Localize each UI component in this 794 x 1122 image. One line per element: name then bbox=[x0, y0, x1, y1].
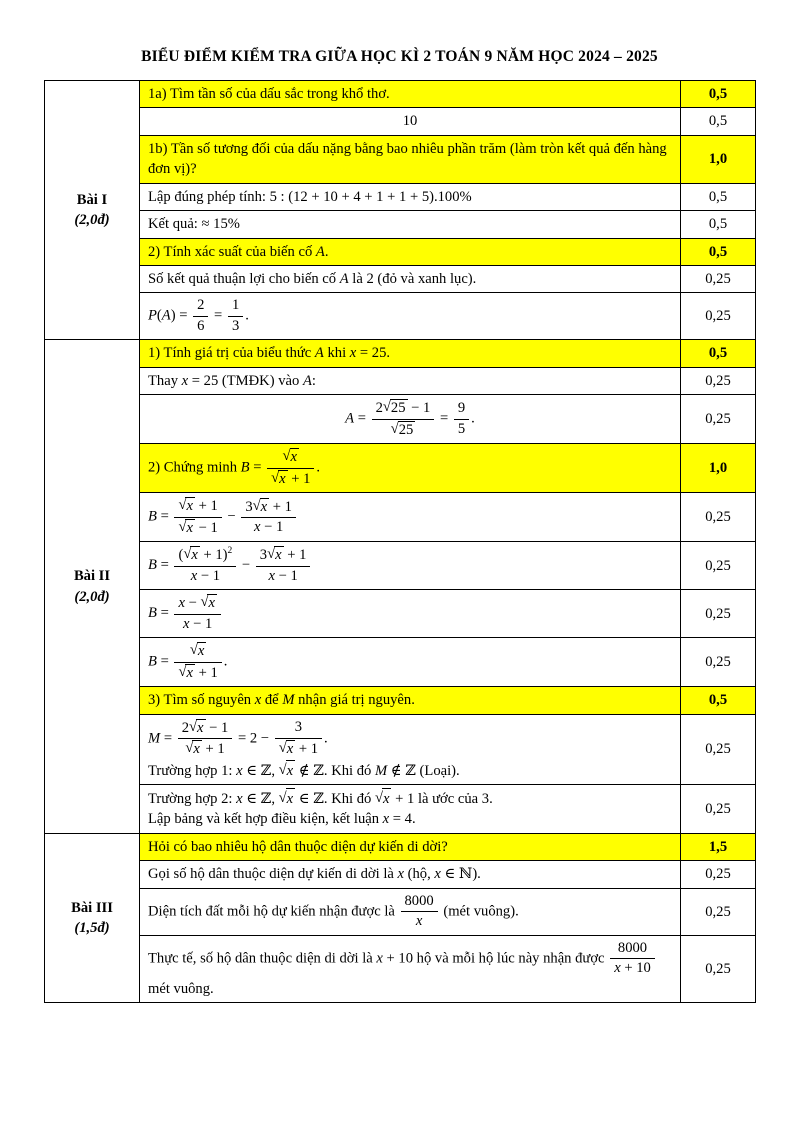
table-row bbox=[45, 542, 756, 590]
content-line: Lập bảng và kết hợp điều kiện, kết luận x = 4. bbox=[148, 811, 416, 828]
content-line: Thực tế, số hộ dân thuộc diện di dời là x + 10 hộ và mỗi hộ lúc này nhận được $\frac{8000}{x + 10}$ mét vuông. bbox=[148, 939, 672, 999]
content-line: 1) Tính giá trị của biểu thức A khi x = 25. bbox=[148, 345, 391, 362]
math-variable: x bbox=[383, 791, 390, 808]
table-row bbox=[45, 888, 756, 935]
points-cell: 0,25 bbox=[681, 395, 756, 444]
content-cell bbox=[140, 714, 681, 784]
math-variable: A bbox=[314, 345, 324, 362]
math-variable: A bbox=[302, 372, 312, 389]
content-cell bbox=[140, 542, 681, 590]
fraction: $\frac{3}{√x + 1}$ bbox=[275, 719, 322, 758]
square-root: √x bbox=[282, 448, 297, 466]
square-root: √x bbox=[375, 788, 392, 809]
points-cell: 0,5 bbox=[681, 238, 756, 265]
math-variable: x bbox=[181, 372, 189, 389]
content-cell bbox=[140, 590, 681, 638]
fraction: $\frac{9}{5}$ bbox=[454, 400, 469, 438]
points-cell: 0,25 bbox=[681, 265, 756, 292]
content-cell bbox=[140, 265, 681, 292]
content-cell bbox=[140, 861, 681, 888]
math-variable: x bbox=[614, 960, 621, 977]
content-line: A = $\frac{2√25 - 1}{√25}$ = $\frac{9}{5}$ . bbox=[345, 399, 475, 438]
content-cell bbox=[140, 687, 681, 714]
math-variable: A bbox=[315, 243, 325, 260]
square-root: √x bbox=[252, 497, 268, 515]
points-cell: 0,5 bbox=[681, 81, 756, 108]
math-variable: M bbox=[282, 692, 295, 709]
math-variable: x bbox=[190, 567, 198, 584]
math-variable: x bbox=[208, 595, 215, 612]
points-cell: 0,25 bbox=[681, 367, 756, 394]
points-cell: 0,5 bbox=[681, 211, 756, 238]
math-variable: x bbox=[286, 791, 294, 808]
content-line: Gọi số hộ dân thuộc diện dự kiến di dời là x (hộ, x ∈ ℕ). bbox=[148, 866, 481, 883]
table-row bbox=[45, 590, 756, 638]
content-line: Thay x = 25 (TMĐK) vào A: bbox=[148, 372, 316, 389]
table-row bbox=[45, 265, 756, 292]
content-line: P(A) = $\frac{2}{6}$ = $\frac{1}{3}$ . bbox=[148, 297, 249, 334]
square-root: √x bbox=[271, 469, 286, 487]
points-cell: 0,25 bbox=[681, 293, 756, 340]
points-cell: 0,25 bbox=[681, 714, 756, 784]
content-cell bbox=[140, 395, 681, 444]
table-row bbox=[45, 861, 756, 888]
math-variable: x bbox=[376, 950, 383, 967]
table-row bbox=[45, 183, 756, 210]
square-root: √x bbox=[183, 546, 198, 564]
table-row bbox=[45, 493, 756, 542]
points-cell: 0,5 bbox=[681, 340, 756, 367]
math-variable: x bbox=[193, 741, 200, 758]
table-row bbox=[45, 714, 756, 784]
square-root: √x bbox=[200, 594, 215, 612]
section-name: Bài I bbox=[76, 191, 108, 208]
content-cell bbox=[140, 183, 681, 210]
content-line: 1a) Tìm tần số của dấu sắc trong khổ thơ. bbox=[148, 86, 390, 102]
superscript: 2 bbox=[227, 546, 233, 557]
fraction: $\frac{3√x + 1}{x - 1}$ bbox=[241, 498, 296, 537]
square-root: √x bbox=[267, 546, 282, 564]
content-cell bbox=[140, 935, 681, 1002]
fraction: $\frac{8000}{x}$ bbox=[401, 893, 438, 931]
fraction: $\frac{8000}{x + 10}$ bbox=[610, 940, 655, 978]
section-label bbox=[45, 81, 140, 340]
content-line: B = $\frac{(√x + 1)^2}{x - 1}$ − $\frac{3√x + 1}{x - 1}$ bbox=[148, 545, 672, 586]
math-variable: x bbox=[186, 664, 193, 681]
table-row bbox=[45, 935, 756, 1002]
content-line: Diện tích đất mỗi hộ dự kiến nhận được là $\frac{8000}{x}$ (mét vuông). bbox=[148, 892, 519, 930]
table-row bbox=[45, 238, 756, 265]
section-label bbox=[45, 340, 140, 834]
fraction: $\frac{√x + 1}{√x - 1}$ bbox=[174, 497, 221, 537]
math-variable: x bbox=[349, 345, 357, 362]
content-line: B = $\frac{x - √x}{x - 1}$ bbox=[148, 593, 672, 634]
square-root: √x bbox=[178, 497, 193, 515]
math-variable: x bbox=[236, 762, 243, 779]
math-variable: x bbox=[382, 811, 390, 828]
square-root: √x bbox=[278, 739, 294, 757]
math-variable: x bbox=[286, 740, 294, 757]
fraction: $\frac{1}{3}$ bbox=[228, 297, 243, 335]
points-cell: 0,5 bbox=[681, 108, 756, 135]
square-root: √25 bbox=[390, 420, 414, 438]
fraction: $\frac{2√25 - 1}{√25}$ bbox=[372, 399, 435, 439]
fraction: $\frac{√x}{√x + 1}$ bbox=[267, 448, 314, 488]
content-line: 10 bbox=[402, 113, 418, 130]
content-line: Số kết quả thuận lợi cho biến cố A là 2 (đỏ và xanh lục). bbox=[148, 270, 477, 287]
math-variable: x bbox=[191, 547, 198, 564]
content-line: 2) Chứng minh B = $\frac{√x}{√x + 1}$ . bbox=[148, 448, 321, 487]
math-variable: x bbox=[260, 498, 268, 515]
content-line: Lập đúng phép tính: 5 : (12 + 10 + 4 + 1 + 1 + 5).100% bbox=[148, 188, 472, 205]
square-root: √x bbox=[185, 740, 200, 758]
table-row bbox=[45, 293, 756, 340]
section-score: (2,0đ) bbox=[74, 212, 110, 229]
content-cell bbox=[140, 135, 681, 183]
math-variable: x bbox=[254, 692, 262, 709]
table-row bbox=[45, 785, 756, 834]
square-root: √x bbox=[279, 788, 296, 809]
points-cell: 0,25 bbox=[681, 861, 756, 888]
math-variable: x bbox=[275, 547, 282, 564]
content-cell bbox=[140, 293, 681, 340]
table-row bbox=[45, 833, 756, 860]
rubric-table bbox=[44, 80, 756, 1003]
section-score: (2,0đ) bbox=[74, 588, 110, 605]
points-cell: 0,5 bbox=[681, 183, 756, 210]
fraction: $\frac{2√x - 1}{√x + 1}$ bbox=[178, 719, 233, 759]
content-cell bbox=[140, 108, 681, 135]
section-name: Bài III bbox=[71, 899, 113, 916]
points-cell: 0,5 bbox=[681, 687, 756, 714]
content-line: Trường hợp 2: x ∈ ℤ, √x ∈ ℤ. Khi đó √x + 1 là ước của 3. bbox=[148, 788, 672, 809]
content-line: B = $\frac{√x}{√x + 1}$ . bbox=[148, 642, 228, 681]
math-variable: x bbox=[415, 913, 423, 930]
square-root: √x bbox=[178, 518, 193, 536]
table-row bbox=[45, 211, 756, 238]
rubric-table-body bbox=[45, 81, 756, 1003]
content-cell bbox=[140, 367, 681, 394]
content-cell bbox=[140, 444, 681, 493]
content-line: Kết quả: ≈ 15% bbox=[148, 216, 240, 233]
points-cell: 0,25 bbox=[681, 785, 756, 834]
math-variable: x bbox=[253, 519, 261, 536]
math-variable: x bbox=[186, 498, 193, 515]
math-variable: P bbox=[148, 307, 157, 324]
square-root: √25 bbox=[382, 399, 406, 417]
fraction: $\frac{(√x + 1)^2}{x - 1}$ bbox=[174, 546, 236, 585]
content-cell bbox=[140, 81, 681, 108]
table-row bbox=[45, 367, 756, 394]
math-variable: x bbox=[279, 470, 286, 487]
content-line: M = $\frac{2√x - 1}{√x + 1}$ = 2 − $\frac{3}{√x + 1}$ . bbox=[148, 718, 328, 758]
math-variable: x bbox=[186, 519, 193, 536]
math-variable: x bbox=[236, 791, 243, 808]
content-cell bbox=[140, 888, 681, 935]
content-line: Trường hợp 1: x ∈ ℤ, √x ∉ ℤ. Khi đó M ∉ ℤ (Loại). bbox=[148, 760, 672, 781]
content-cell bbox=[140, 340, 681, 367]
points-cell: 1,0 bbox=[681, 135, 756, 183]
table-row bbox=[45, 444, 756, 493]
points-cell: 0,25 bbox=[681, 493, 756, 542]
math-variable: M bbox=[374, 762, 388, 779]
points-cell: 0,25 bbox=[681, 638, 756, 687]
fraction: $\frac{√x}{√x + 1}$ bbox=[174, 642, 221, 682]
content-cell bbox=[140, 785, 681, 834]
math-variable: B bbox=[240, 459, 250, 476]
math-variable: x bbox=[290, 449, 297, 466]
content-cell bbox=[140, 638, 681, 687]
table-row bbox=[45, 340, 756, 367]
section-label bbox=[45, 833, 140, 1002]
fraction: $\frac{x - √x}{x - 1}$ bbox=[174, 594, 221, 633]
page-title: BIỂU ĐIỂM KIỂM TRA GIỮA HỌC KÌ 2 TOÁN 9 NĂM HỌC 2024 – 2025 bbox=[141, 48, 658, 65]
content-cell bbox=[140, 833, 681, 860]
points-cell: 0,25 bbox=[681, 888, 756, 935]
table-row bbox=[45, 687, 756, 714]
math-variable: M bbox=[148, 729, 161, 746]
math-variable: x bbox=[286, 762, 294, 779]
fraction: $\frac{2}{6}$ bbox=[193, 297, 208, 335]
square-root: √x bbox=[189, 642, 205, 660]
content-line: 2) Tính xác suất của biến cố A. bbox=[148, 243, 329, 260]
math-variable: A bbox=[345, 410, 355, 427]
content-line: 3) Tìm số nguyên x để M nhận giá trị nguyên. bbox=[148, 692, 415, 709]
math-variable: A bbox=[339, 270, 349, 287]
content-line: 1b) Tần số tương đối của dấu nặng bằng bao nhiêu phần trăm (làm tròn kết quả đến hàng đơn vị)? bbox=[148, 140, 667, 178]
square-root: √x bbox=[189, 718, 204, 736]
math-variable: B bbox=[148, 508, 157, 525]
content-cell bbox=[140, 493, 681, 542]
section-name: Bài II bbox=[73, 568, 111, 585]
table-row bbox=[45, 108, 756, 135]
content-line: Hỏi có bao nhiêu hộ dân thuộc diện dự kiến di dời? bbox=[148, 838, 448, 855]
math-variable: x bbox=[178, 595, 185, 612]
table-row bbox=[45, 395, 756, 444]
math-variable: x bbox=[197, 719, 204, 736]
table-row bbox=[45, 638, 756, 687]
math-variable: B bbox=[148, 605, 157, 622]
points-cell: 0,25 bbox=[681, 935, 756, 1002]
square-root: √x bbox=[178, 663, 193, 681]
section-score: (1,5đ) bbox=[74, 920, 110, 937]
points-cell: 1,0 bbox=[681, 444, 756, 493]
math-variable: x bbox=[434, 866, 441, 883]
content-cell bbox=[140, 211, 681, 238]
table-row bbox=[45, 135, 756, 183]
content-line: B = $\frac{√x + 1}{√x - 1}$ − $\frac{3√x + 1}{x - 1}$ bbox=[148, 496, 672, 538]
content-cell bbox=[140, 238, 681, 265]
math-variable: x bbox=[197, 643, 205, 660]
points-cell: 1,5 bbox=[681, 833, 756, 860]
math-variable: A bbox=[161, 307, 171, 324]
math-variable: x bbox=[183, 615, 190, 632]
math-variable: B bbox=[148, 557, 157, 574]
square-root: √x bbox=[279, 760, 296, 781]
points-cell: 0,25 bbox=[681, 542, 756, 590]
math-variable: B bbox=[148, 653, 157, 670]
fraction: $\frac{3√x + 1}{x - 1}$ bbox=[256, 546, 311, 585]
table-row bbox=[45, 81, 756, 108]
points-cell: 0,25 bbox=[681, 590, 756, 638]
math-variable: x bbox=[397, 866, 404, 883]
math-variable: x bbox=[268, 567, 275, 584]
